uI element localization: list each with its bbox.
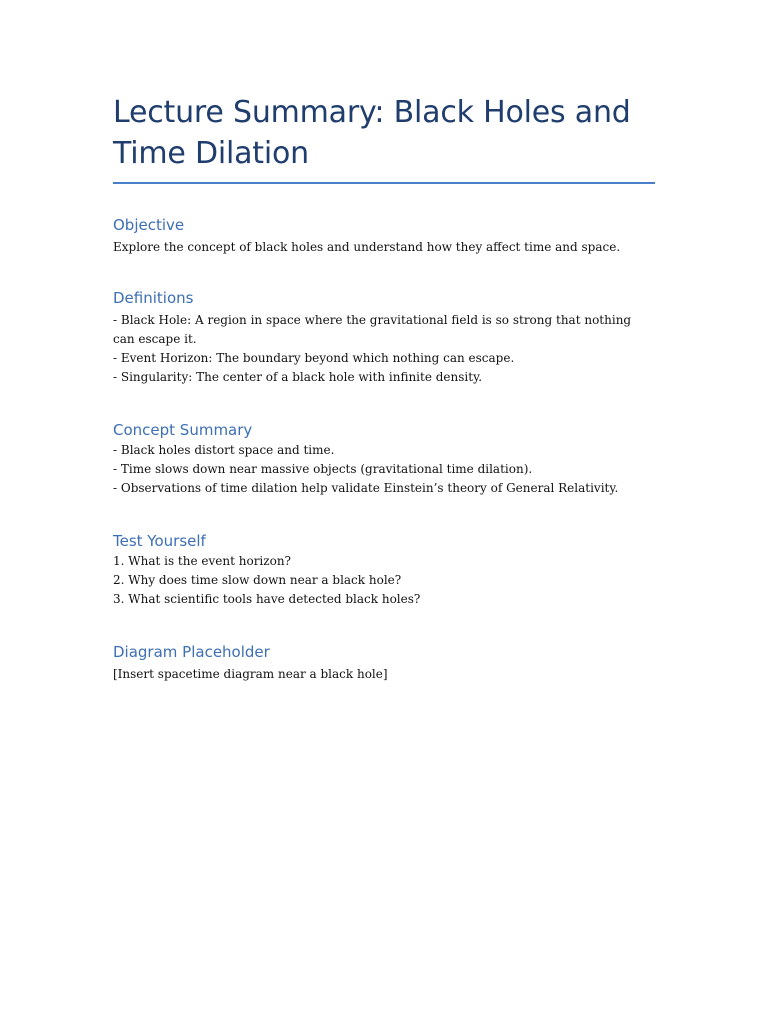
section-heading: Diagram Placeholder bbox=[113, 643, 270, 661]
section-diagram-placeholder bbox=[113, 642, 655, 684]
body-line: - Black Hole: A region in space where the gravitational field is so strong that nothing can escape it. bbox=[113, 313, 632, 346]
document-title: Lecture Summary: Black Holes and Time Dilation bbox=[113, 92, 655, 184]
section-heading: Objective bbox=[113, 216, 185, 234]
section-heading: Definitions bbox=[113, 289, 194, 307]
section-body bbox=[113, 552, 655, 609]
body-line: - Black holes distort space and time. bbox=[113, 443, 335, 457]
section-concept-summary bbox=[113, 420, 655, 498]
section-body bbox=[113, 441, 655, 498]
body-line: - Singularity: The center of a black hole with infinite density. bbox=[113, 370, 483, 384]
section-objective bbox=[113, 215, 655, 257]
body-line: Explore the concept of black holes and understand how they affect time and space. bbox=[113, 240, 621, 254]
section-definitions bbox=[113, 288, 655, 387]
body-line: - Observations of time dilation help validate Einstein’s theory of General Relativity. bbox=[113, 481, 619, 495]
body-line: - Time slows down near massive objects (gravitational time dilation). bbox=[113, 462, 533, 476]
body-line: 2. Why does time slow down near a black hole? bbox=[113, 573, 402, 587]
body-line: [Insert spacetime diagram near a black hole] bbox=[113, 667, 388, 681]
section-heading: Concept Summary bbox=[113, 421, 253, 439]
section-body bbox=[113, 665, 655, 684]
section-body bbox=[113, 311, 655, 387]
body-line: 3. What scientific tools have detected black holes? bbox=[113, 592, 421, 606]
section-heading: Test Yourself bbox=[113, 532, 206, 550]
section-body bbox=[113, 238, 655, 257]
section-test-yourself bbox=[113, 531, 655, 609]
document-page bbox=[113, 92, 655, 684]
body-line: - Event Horizon: The boundary beyond which nothing can escape. bbox=[113, 351, 515, 365]
body-line: 1. What is the event horizon? bbox=[113, 554, 291, 568]
